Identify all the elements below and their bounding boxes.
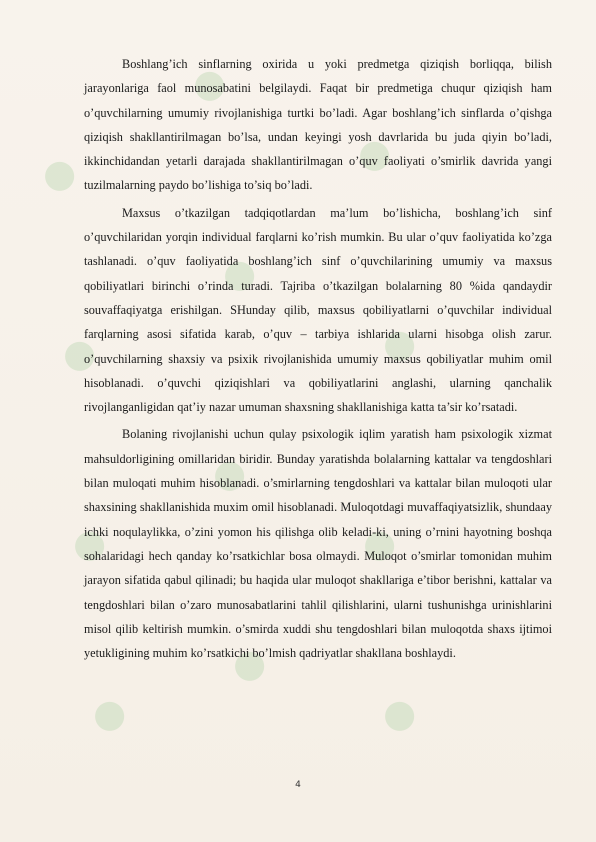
watermark-mark: ● (60, 512, 119, 572)
watermark-mark: ● (345, 122, 404, 182)
watermark-mark: ● (200, 442, 259, 502)
paragraph-2: Maxsus o’tkazilgan tadqiqotlardan ma’lum bo’lishicha, boshlang’ich sinf o’quvchilaridan yorqin individual farqlarni ko’rish mumkin. Bu ular o’quv faoliyatida ko’zga tashlanadi. o’quv faoliyatida boshlang’ich sinf o’quvchilarining umumiy va maxsus qobiliyatlari birinchi o’rinda turadi. Tajriba o’tkazilgan bolalarning 80 %ida qandaydir souvaffaqiyatga erishilgan. SHunday qilib, maxsus qobiliyatlarni o’quvchilar individual farqlarning asosi sifatida karab, o’quv – tarbiya ishlarida ularni hisobga olish zarur. o’quvchilarning shaxsiy va psixik rivojlanishida umumiy maxsus qobiliyatlar muhim omil hisoblanadi. o’quvchi qiziqishlari va qobiliyatlarini anglashi, ularning qanchalik rivojlanganligidan qat’iy nazar umuman shaxsning shakllanishiga katta ta’sir ko’rsatadi. (84, 205, 552, 415)
watermark-mark: ● (50, 322, 109, 382)
watermark-mark: ● (180, 52, 239, 112)
paragraph-1: Boshlang’ich sinflarning oxirida u yoki predmetga qiziqish borliqqa, bilish jarayonlariga faol munosabatini belgilaydi. Faqat bir predmetiga chuqur qiziqish ham o’quvchilarning umumiy rivojlanishiga turtki bo’ladi. Agar boshlang’ich sinflarda o’qishga qiziqish shakllantirilmagan bo’lsa, undan keyingi yosh davrlarida bu juda qiyin bo’ladi, ikkinchidandan yetarli darajada shakllantirilmagan o’quv faoliyati o’smirlik davrida yangi tuzilmalarning paydo bo’lishiga to’siq bo’ladi. (84, 57, 552, 193)
watermark-mark: ● (30, 142, 89, 202)
watermark-mark: ● (370, 682, 429, 742)
watermark-mark: ● (350, 512, 409, 572)
watermark-mark: ● (210, 242, 269, 302)
paragraph-3: Bolaning rivojlanishi uchun qulay psixologik iqlim yaratish ham psixologik xizmat mahsuldorligining omillaridan biridir. Bunday yaratishda bolalarning kattalar va tengdoshlari bilan muloqati muhim hisoblanadi. o’smirlarning tengdoshlari va kattalar bilan muloqoti ular shaxsining shakllanishida muxim omil hisoblanadi. Muloqotdagi muvaffaqiyatsizlik, shundaay ichki noqulaylikka, o’zini yomon his qilishga olib keladi-ki, uning o’rnini hayotning boshqa sohalaridagi hech qanday ko’rsatkichlar bosa olmaydi. Muloqot o’smirlar tomonidan muhim jarayon sifatida qabul qilinadi; bu haqida ular muloqot shakllariga e’tibor berishni, kattalar va tengdoshlari bilan o’zaro munosabatlarini tahlil qilishlarini, ularni tushunishga urinishlarini misol qilib keltirish mumkin. o’smirda xuddi shu tengdoshlari bilan muloqotda shaxs ijtimoi yetukligining muhim ko’rsatkichi bo’lmish qadriyatlar shakllana boshlaydi. (84, 427, 552, 661)
watermark-mark: ● (370, 312, 429, 372)
watermark-mark: ● (220, 632, 279, 692)
page-number: 4 (295, 780, 301, 790)
watermark-mark: ● (80, 682, 139, 742)
body-text (84, 52, 552, 668)
